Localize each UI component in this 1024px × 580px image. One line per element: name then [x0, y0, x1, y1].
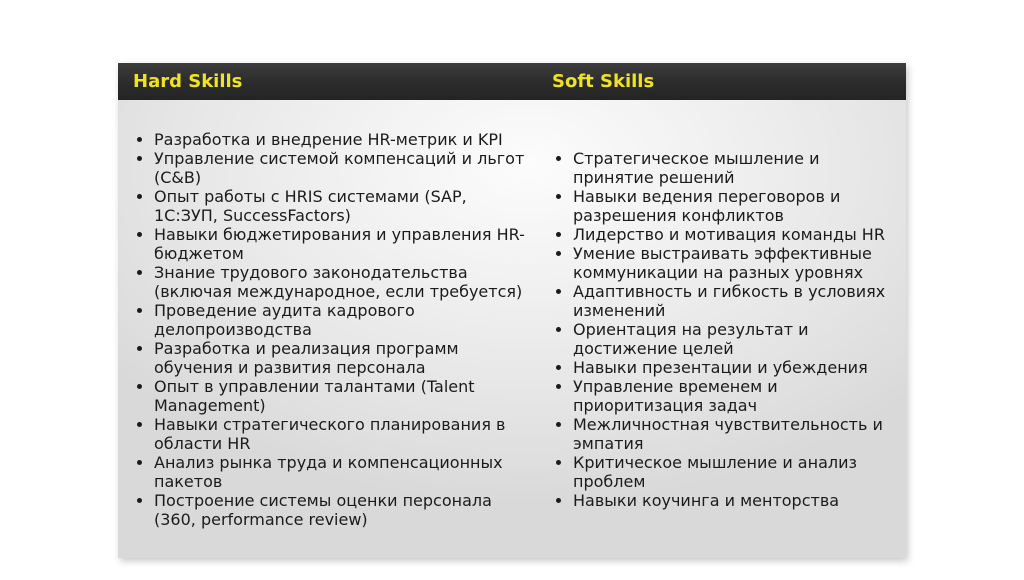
table-header-row [118, 63, 906, 100]
skill-item: • Навыки бюджетирования и управления HR-бюджетом [154, 225, 530, 263]
hard-skills-list [134, 130, 537, 529]
skill-item: • Навыки коучинга и менторства [573, 491, 895, 510]
skill-item: • Знание трудового законодательства (включая международное, если требуется) [154, 263, 530, 301]
soft-skills-cell [537, 100, 906, 558]
skills-table [118, 63, 906, 558]
skill-item: • Критическое мышление и анализ проблем [573, 453, 895, 491]
skill-item: • Разработка и реализация программ обучения и развития персонала [154, 339, 530, 377]
skill-item: • Опыт работы с HRIS системами (SAP, 1С:ЗУП, SuccessFactors) [154, 187, 530, 225]
skill-item: • Разработка и внедрение HR-метрик и KPI [154, 130, 530, 149]
skill-item: • Межличностная чувствительность и эмпатия [573, 415, 895, 453]
skill-item: • Ориентация на результат и достижение целей [573, 320, 895, 358]
skill-item: • Построение системы оценки персонала (360, performance review) [154, 491, 530, 529]
soft-skills-list [553, 149, 906, 510]
skill-item: • Умение выстраивать эффективные коммуникации на разных уровнях [573, 244, 895, 282]
skill-item: • Управление системой компенсаций и льгот (C&B) [154, 149, 530, 187]
skill-item: • Адаптивность и гибкость в условиях изменений [573, 282, 895, 320]
skill-item: • Лидерство и мотивация команды HR [573, 225, 895, 244]
skill-item: • Анализ рынка труда и компенсационных пакетов [154, 453, 530, 491]
skill-item: • Навыки ведения переговоров и разрешения конфликтов [573, 187, 895, 225]
hard-skills-cell [118, 100, 537, 558]
skill-item: • Стратегическое мышление и принятие решений [573, 149, 895, 187]
hard-skills-header: Hard Skills [133, 71, 243, 92]
skill-item: • Навыки стратегического планирования в области HR [154, 415, 530, 453]
skill-item: • Опыт в управлении талантами (Talent Management) [154, 377, 530, 415]
table-body-row [118, 100, 906, 558]
skill-item: • Навыки презентации и убеждения [573, 358, 895, 377]
soft-skills-header: Soft Skills [552, 71, 655, 92]
skill-item: • Проведение аудита кадрового делопроизводства [154, 301, 530, 339]
skill-item: • Управление временем и приоритизация задач [573, 377, 895, 415]
